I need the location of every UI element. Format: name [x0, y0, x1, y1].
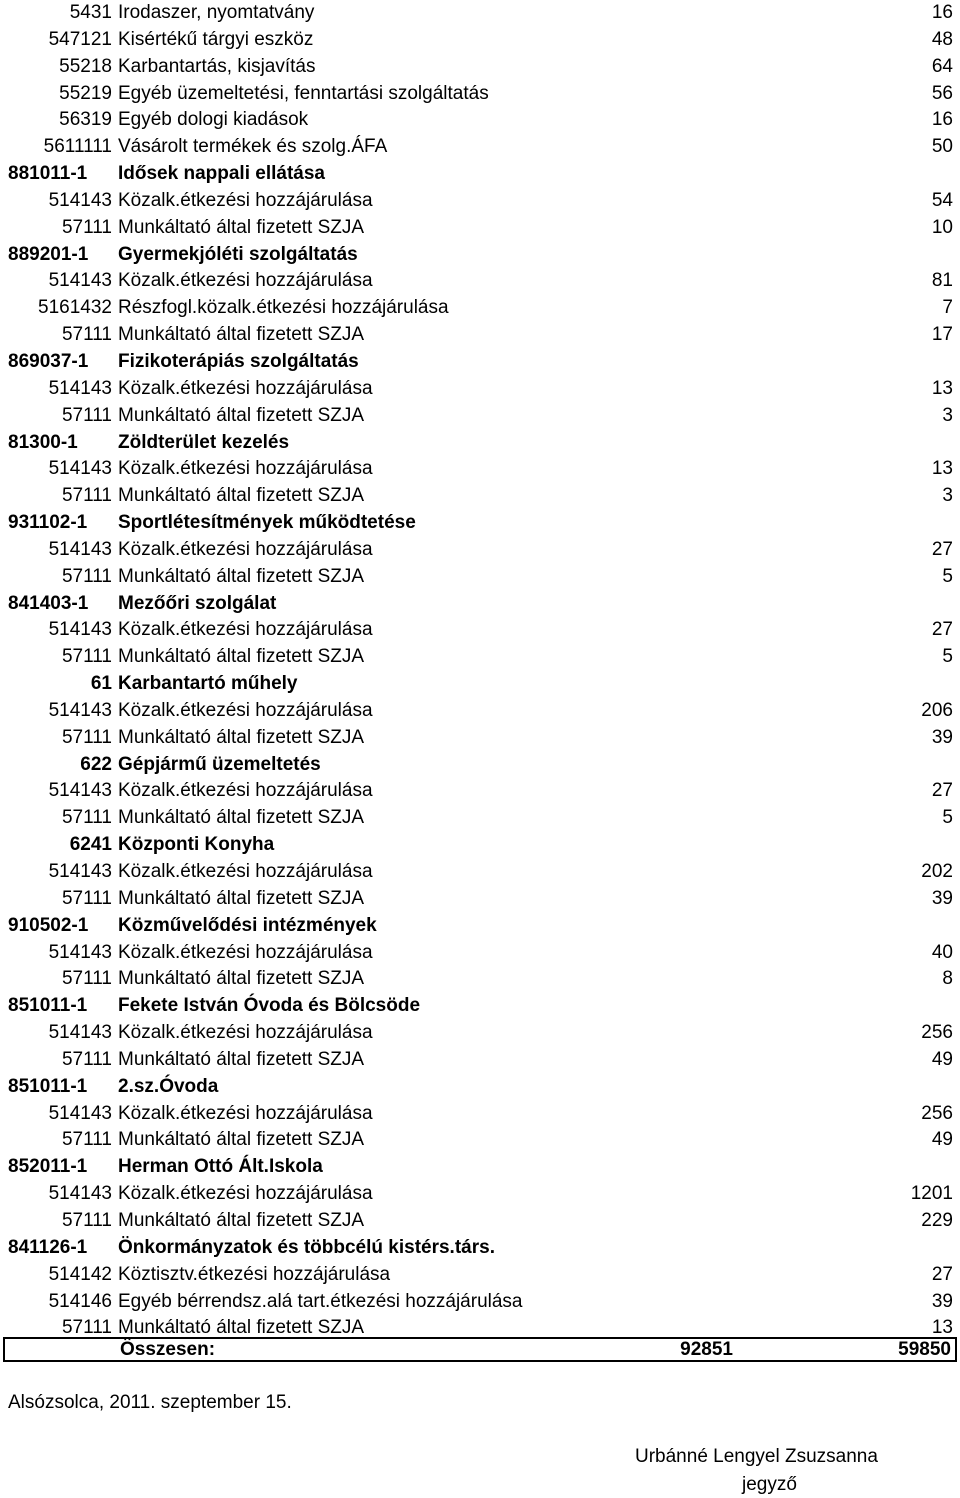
table-row [0, 1289, 960, 1316]
row-label: Munkáltató által fizetett SZJA [118, 807, 365, 829]
signatory-title: jegyző [742, 1474, 797, 1495]
section-header-row [0, 1074, 960, 1101]
row-label: Kisértékű tárgyi eszköz [118, 28, 314, 50]
table-row [0, 134, 960, 161]
row-label: Munkáltató által fizetett SZJA [118, 1129, 365, 1151]
table-row [0, 564, 960, 591]
row-value: 1201 [910, 1183, 953, 1205]
row-code: 547121 [48, 28, 112, 50]
table-row [0, 1127, 960, 1154]
row-value: 56 [931, 82, 953, 104]
row-code: 81300-1 [8, 431, 78, 453]
row-code: 57111 [61, 1129, 112, 1151]
table-row [0, 778, 960, 805]
table-row [0, 54, 960, 81]
row-value: 81 [931, 270, 953, 292]
row-label: Közalk.étkezési hozzájárulása [118, 780, 373, 802]
row-code: 514143 [48, 1022, 112, 1044]
row-code: 514143 [48, 699, 112, 721]
row-label: Munkáltató által fizetett SZJA [118, 646, 365, 668]
table-row [0, 725, 960, 752]
row-code: 57111 [61, 404, 112, 426]
row-label: Fekete István Óvoda és Bölcsöde [118, 995, 421, 1017]
row-code: 514143 [48, 861, 112, 882]
table-row [0, 1181, 960, 1208]
row-code: 851011-1 [8, 1075, 88, 1097]
row-value: 27 [931, 619, 953, 641]
table-row [0, 0, 960, 27]
row-code: 55218 [59, 55, 112, 77]
row-value: 39 [931, 726, 953, 748]
signatory-name: Urbánné Lengyel Zsuzsanna [635, 1446, 878, 1467]
row-label: Egyéb dologi kiadások [118, 109, 309, 131]
row-value: 256 [921, 1102, 953, 1124]
table-row [0, 107, 960, 134]
section-header-row [0, 510, 960, 537]
row-code: 57111 [61, 646, 112, 668]
row-code: 57111 [61, 887, 112, 909]
row-code: 514143 [48, 458, 112, 480]
row-value: 206 [921, 699, 953, 721]
row-code: 910502-1 [8, 914, 89, 936]
row-value: 10 [931, 216, 953, 238]
total-row [3, 1337, 957, 1362]
row-label: Munkáltató által fizetett SZJA [118, 1209, 365, 1231]
row-code: 514146 [48, 1290, 112, 1312]
row-value: 13 [931, 458, 953, 480]
row-value: 39 [931, 1290, 953, 1312]
row-value: 48 [931, 28, 953, 50]
row-code: 889201-1 [8, 243, 89, 265]
row-label: Egyéb üzemeltetési, fenntartási szolgáltatás [118, 82, 489, 104]
section-header-row [0, 1154, 960, 1181]
row-code: 514143 [48, 189, 112, 211]
row-value: 40 [931, 941, 953, 963]
total-label: Összesen: [120, 1339, 216, 1360]
row-code: 6241 [69, 834, 112, 856]
total-value-1: 92851 [680, 1339, 733, 1360]
place-date: Alsózsolca, 2011. szeptember 15. [8, 1392, 292, 1413]
row-label: Közművelődési intézmények [118, 914, 377, 936]
row-label: Munkáltató által fizetett SZJA [118, 404, 365, 426]
row-code: 57111 [61, 216, 112, 238]
row-value: 27 [931, 780, 953, 802]
table-row [0, 617, 960, 644]
row-value: 8 [942, 968, 953, 990]
table-row [0, 27, 960, 54]
row-label: 2.sz.Óvoda [118, 1075, 219, 1097]
row-value: 27 [931, 1263, 953, 1285]
row-label: Vásárolt termékek és szolg.ÁFA [118, 136, 388, 158]
row-label: Köztisztv.étkezési hozzájárulása [118, 1263, 391, 1285]
row-value: 39 [931, 887, 953, 909]
table-row [0, 1047, 960, 1074]
row-value: 64 [931, 55, 953, 77]
row-code: 5611111 [43, 136, 112, 158]
row-label: Közalk.étkezési hozzájárulása [118, 270, 373, 292]
row-code: 61 [90, 673, 112, 695]
row-label: Munkáltató által fizetett SZJA [118, 1048, 365, 1070]
row-value: 5 [942, 565, 953, 587]
row-code: 57111 [61, 726, 112, 748]
row-label: Munkáltató által fizetett SZJA [118, 726, 365, 748]
table-row [0, 188, 960, 215]
table-row [0, 295, 960, 322]
row-value: 54 [931, 189, 953, 211]
row-label: Közalk.étkezési hozzájárulása [118, 699, 373, 721]
table-row [0, 322, 960, 349]
row-code: 841126-1 [8, 1236, 88, 1258]
row-label: Fizikoterápiás szolgáltatás [118, 350, 359, 372]
row-value: 49 [931, 1048, 953, 1070]
table-row [0, 886, 960, 913]
row-label: Munkáltató által fizetett SZJA [118, 324, 365, 346]
row-code: 55219 [59, 82, 112, 104]
row-code: 852011-1 [8, 1156, 88, 1178]
table-row [0, 456, 960, 483]
section-header-row [0, 993, 960, 1020]
row-code: 881011-1 [8, 163, 88, 185]
table-row [0, 81, 960, 108]
table-row [0, 966, 960, 993]
row-label: Központi Konyha [118, 834, 275, 856]
row-value: 7 [942, 297, 953, 319]
row-code: 841403-1 [8, 592, 89, 614]
row-value: 17 [931, 324, 953, 346]
section-header-row [0, 671, 960, 698]
table-row [0, 376, 960, 403]
table-row [0, 644, 960, 671]
row-value: 27 [931, 538, 953, 560]
row-label: Munkáltató által fizetett SZJA [118, 887, 365, 909]
row-label: Önkormányzatok és többcélú kistérs.társ. [118, 1236, 495, 1258]
row-label: Munkáltató által fizetett SZJA [118, 565, 365, 587]
row-code: 57111 [61, 1048, 112, 1070]
table-row [0, 537, 960, 564]
row-code: 57111 [61, 1209, 112, 1231]
row-code: 514143 [48, 538, 112, 560]
row-value: 13 [931, 377, 953, 399]
row-label: Közalk.étkezési hozzájárulása [118, 1022, 373, 1044]
row-label: Közalk.étkezési hozzájárulása [118, 861, 373, 882]
row-code: 514143 [48, 619, 112, 641]
row-code: 514143 [48, 780, 112, 802]
row-label: Zöldterület kezelés [118, 431, 290, 453]
row-label: Egyéb bérrendsz.alá tart.étkezési hozzájárulása [118, 1290, 523, 1312]
section-header-row [0, 913, 960, 940]
row-label: Közalk.étkezési hozzájárulása [118, 941, 373, 963]
table-row [0, 859, 960, 886]
row-label: Munkáltató által fizetett SZJA [118, 485, 365, 507]
row-value: 256 [921, 1022, 953, 1044]
row-value: 13 [931, 1317, 953, 1339]
row-code: 869037-1 [8, 350, 89, 372]
row-code: 5431 [69, 2, 112, 23]
row-label: Sportlétesítmények működtetése [118, 512, 416, 534]
row-code: 851011-1 [8, 995, 88, 1017]
row-value: 16 [931, 109, 953, 131]
row-code: 57111 [61, 565, 112, 587]
table-row [0, 805, 960, 832]
section-header-row [0, 1235, 960, 1262]
row-value: 5 [942, 807, 953, 829]
row-value: 202 [921, 861, 953, 882]
row-label: Közalk.étkezési hozzájárulása [118, 377, 373, 399]
row-label: Közalk.étkezési hozzájárulása [118, 189, 373, 211]
table-row [0, 1208, 960, 1235]
section-header-row [0, 752, 960, 779]
row-label: Munkáltató által fizetett SZJA [118, 1317, 365, 1339]
row-label: Részfogl.közalk.étkezési hozzájárulása [118, 297, 449, 319]
row-code: 514143 [48, 1102, 112, 1124]
row-label: Gépjármű üzemeltetés [118, 753, 321, 775]
row-code: 622 [80, 753, 112, 775]
row-label: Közalk.étkezési hozzájárulása [118, 538, 373, 560]
row-value: 229 [921, 1209, 953, 1231]
row-code: 514143 [48, 377, 112, 399]
row-label: Közalk.étkezési hozzájárulása [118, 1102, 373, 1124]
row-label: Közalk.étkezési hozzájárulása [118, 458, 373, 480]
row-label: Mezőőri szolgálat [118, 592, 277, 614]
row-code: 514143 [48, 941, 112, 963]
row-code: 56319 [59, 109, 112, 131]
row-code: 57111 [61, 485, 112, 507]
row-code: 57111 [61, 807, 112, 829]
row-label: Idősek nappali ellátása [118, 163, 325, 185]
row-label: Herman Ottó Ált.Iskola [118, 1156, 323, 1178]
table-row [0, 403, 960, 430]
table-row [0, 1101, 960, 1128]
row-label: Gyermekjóléti szolgáltatás [118, 243, 358, 265]
section-header-row [0, 430, 960, 457]
row-label: Közalk.étkezési hozzájárulása [118, 619, 373, 641]
row-code: 514142 [48, 1263, 112, 1285]
table-row [0, 940, 960, 967]
table-row [0, 698, 960, 725]
section-header-row [0, 832, 960, 859]
row-code: 57111 [61, 324, 112, 346]
row-label: Irodaszer, nyomtatvány [118, 2, 315, 23]
row-value: 3 [942, 404, 953, 426]
row-value: 5 [942, 646, 953, 668]
total-value-2: 59850 [898, 1339, 951, 1360]
row-value: 3 [942, 485, 953, 507]
row-value: 49 [931, 1129, 953, 1151]
table-row [0, 1020, 960, 1047]
section-header-row [0, 349, 960, 376]
table-row [0, 1262, 960, 1289]
row-code: 57111 [61, 1317, 112, 1339]
row-label: Karbantartás, kisjavítás [118, 55, 316, 77]
row-value: 50 [931, 136, 953, 158]
row-label: Közalk.étkezési hozzájárulása [118, 1183, 373, 1205]
section-header-row [0, 242, 960, 269]
row-code: 514143 [48, 1183, 112, 1205]
row-code: 5161432 [38, 297, 112, 319]
table-row [0, 268, 960, 295]
section-header-row [0, 161, 960, 188]
row-code: 931102-1 [8, 512, 88, 534]
table-row [0, 483, 960, 510]
row-label: Karbantartó műhely [118, 673, 298, 695]
row-label: Munkáltató által fizetett SZJA [118, 216, 365, 238]
row-value: 16 [931, 2, 953, 23]
table-row [0, 215, 960, 242]
row-code: 514143 [48, 270, 112, 292]
section-header-row [0, 591, 960, 618]
row-label: Munkáltató által fizetett SZJA [118, 968, 365, 990]
row-code: 57111 [61, 968, 112, 990]
